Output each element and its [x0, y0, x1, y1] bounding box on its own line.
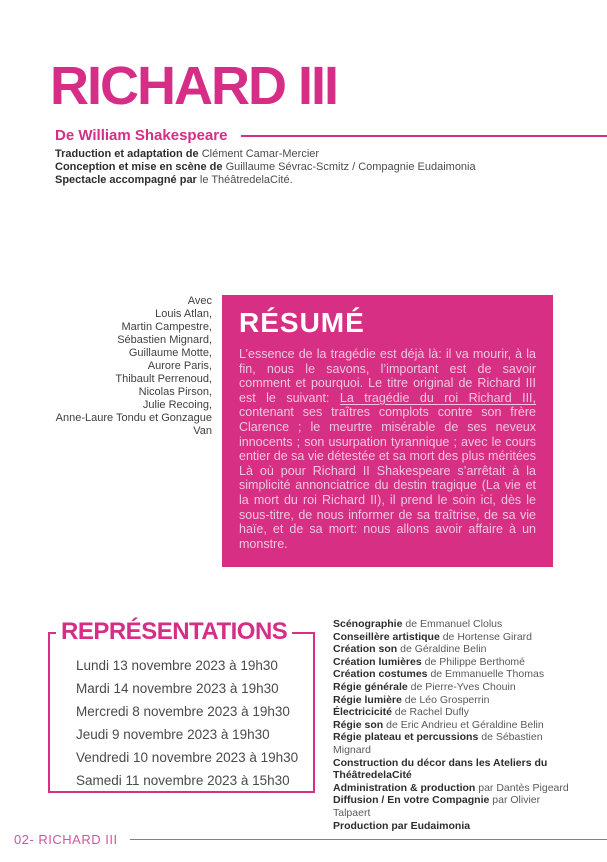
- resume-text-before: L’essence de la tragédie est déjà là: il va mourir, à la fin, nous le savons, l’important est de savoir comment et pourquoi. Le titre original de Richard III est le suivant:: [239, 347, 536, 405]
- crew-line: [333, 694, 580, 707]
- credit-value: Clément Camar-Mercier: [201, 148, 320, 160]
- crew-role-label: Conseillère artistique: [333, 630, 440, 643]
- resume-text-after: contenant ses traîtres complots contre son frère Clarence ; le meurtre misérable de ses neveux innocents ; son usurpation tyrannique ; avec le cours entier de sa vie détestée et sa mort des plus méritées Là où pour Richard II Shakespeare s’arrêtait à la simplicité annonciatrice du destin tragique (La vie et la mort du roi Richard II), il prend le soin ici, dès le sous-titre, de nous informer de sa traîtrise, de sa vie haïe, et de sa mort: nous allons avoir affaire à un monstre.: [239, 405, 536, 551]
- cast-name: Guillaume Motte,: [128, 347, 212, 359]
- cast-list: [0, 295, 212, 438]
- crew-person: de Hortense Girard: [442, 630, 533, 643]
- crew-line: [333, 618, 580, 631]
- cast-name: Martin Campestre,: [121, 321, 212, 333]
- crew-line: [333, 668, 580, 681]
- crew-line: [333, 706, 580, 719]
- credit-value: le ThéâtredelaCité.: [199, 174, 293, 186]
- cast-name: Julie Recoing,: [142, 399, 212, 411]
- footer-page-label: 02- RICHARD III: [14, 832, 118, 847]
- cast-name: Sébastien Mignard,: [117, 334, 212, 346]
- cast-heading: Avec: [187, 295, 212, 307]
- crew-credits: [333, 618, 580, 832]
- date-item: Mercredi 8 novembre 2023 à 19h30: [76, 704, 290, 719]
- crew-role-label: Régie plateau et percussions: [333, 731, 479, 744]
- credit-label: Conception et mise en scène de: [55, 161, 223, 173]
- crew-line: [333, 681, 580, 694]
- credit-label: Spectacle accompagné par: [55, 174, 197, 186]
- credit-label: Traduction et adaptation de: [55, 148, 199, 160]
- crew-line: [333, 731, 580, 756]
- date-item: Lundi 13 novembre 2023 à 19h30: [76, 658, 278, 673]
- crew-role-label: Scénographie: [333, 618, 403, 630]
- credit-value: Guillaume Sévrac-Scmitz / Compagnie Eudaimonia: [225, 161, 476, 173]
- crew-line: [333, 656, 580, 669]
- crew-role-label: Régie générale: [333, 680, 408, 693]
- subtitle-rule: [241, 135, 607, 137]
- crew-person: de Rachel Dufly: [394, 706, 469, 719]
- crew-role-label: Construction du décor dans les Ateliers du ThéâtredelaCité: [333, 756, 548, 782]
- crew-person: de Géraldine Belin: [400, 643, 487, 656]
- cast-name: Nicolas Pirson,: [138, 386, 212, 398]
- crew-line: [333, 782, 580, 795]
- crew-line: [333, 643, 580, 656]
- date-item: Jeudi 9 novembre 2023 à 19h30: [76, 727, 270, 742]
- crew-person: de Sébastien Mignard: [333, 731, 543, 756]
- crew-person: de Philippe Berthomé: [424, 655, 526, 668]
- page-title: RICHARD III: [50, 56, 337, 116]
- crew-person: de Emmanuel Clolus: [405, 618, 503, 630]
- crew-role-label: Production par Eudaimonia: [333, 819, 471, 832]
- crew-person: par Olivier Talpaert: [333, 794, 541, 819]
- crew-line: [333, 631, 580, 644]
- crew-line: [333, 820, 580, 833]
- footer-rule: [130, 839, 607, 841]
- production-credits: [55, 148, 575, 187]
- cast-name: Van: [193, 425, 212, 437]
- cast-name: Louis Atlan,: [155, 308, 212, 320]
- date-item: Vendredi 10 novembre 2023 à 19h30: [76, 750, 299, 765]
- date-item: Samedi 11 novembre 2023 à 15h30: [76, 773, 290, 788]
- credit-line: [55, 161, 575, 174]
- resume-box: [222, 295, 553, 567]
- representations-box: [48, 618, 315, 793]
- subtitle-row: [55, 127, 607, 144]
- crew-role-label: Création costumes: [333, 668, 428, 681]
- cast-name: Anne-Laure Tondu et Gonzague: [55, 412, 212, 424]
- resume-text: [239, 347, 536, 551]
- crew-line: [333, 719, 580, 732]
- crew-role-label: Régie lumière: [333, 693, 402, 706]
- crew-person: de Léo Grosperrin: [404, 693, 490, 706]
- resume-underlined-title: La tragédie du roi Richard III,: [339, 390, 537, 405]
- crew-role-label: Création son: [333, 643, 398, 656]
- credit-line: [55, 148, 575, 161]
- cast-name: Thibault Perrenoud,: [115, 373, 212, 385]
- crew-line: [333, 757, 580, 782]
- cast-name: Aurore Paris,: [147, 360, 212, 372]
- resume-heading: RÉSUMÉ: [239, 307, 365, 338]
- crew-role-label: Création lumières: [333, 655, 422, 668]
- date-item: Mardi 14 novembre 2023 à 19h30: [76, 681, 279, 696]
- representations-heading: REPRÉSENTATIONS: [56, 618, 292, 646]
- author-subtitle: De William Shakespeare: [55, 127, 228, 144]
- crew-line: [333, 794, 580, 819]
- crew-role-label: Électricicité: [333, 706, 392, 719]
- crew-person: par Dantès Pigeard: [478, 781, 569, 794]
- crew-role-label: Administration & production: [333, 781, 476, 794]
- crew-person: de Pierre-Yves Chouin: [410, 680, 516, 693]
- footer: [14, 832, 607, 847]
- cast-names: [0, 308, 212, 438]
- representations-dates: [76, 654, 307, 792]
- crew-person: de Eric Andrieu et Géraldine Belin: [386, 718, 544, 731]
- crew-person: de Emmanuelle Thomas: [430, 668, 545, 681]
- crew-role-label: Diffusion / En votre Compagnie: [333, 794, 490, 807]
- credit-line: [55, 174, 575, 187]
- crew-role-label: Régie son: [333, 718, 384, 731]
